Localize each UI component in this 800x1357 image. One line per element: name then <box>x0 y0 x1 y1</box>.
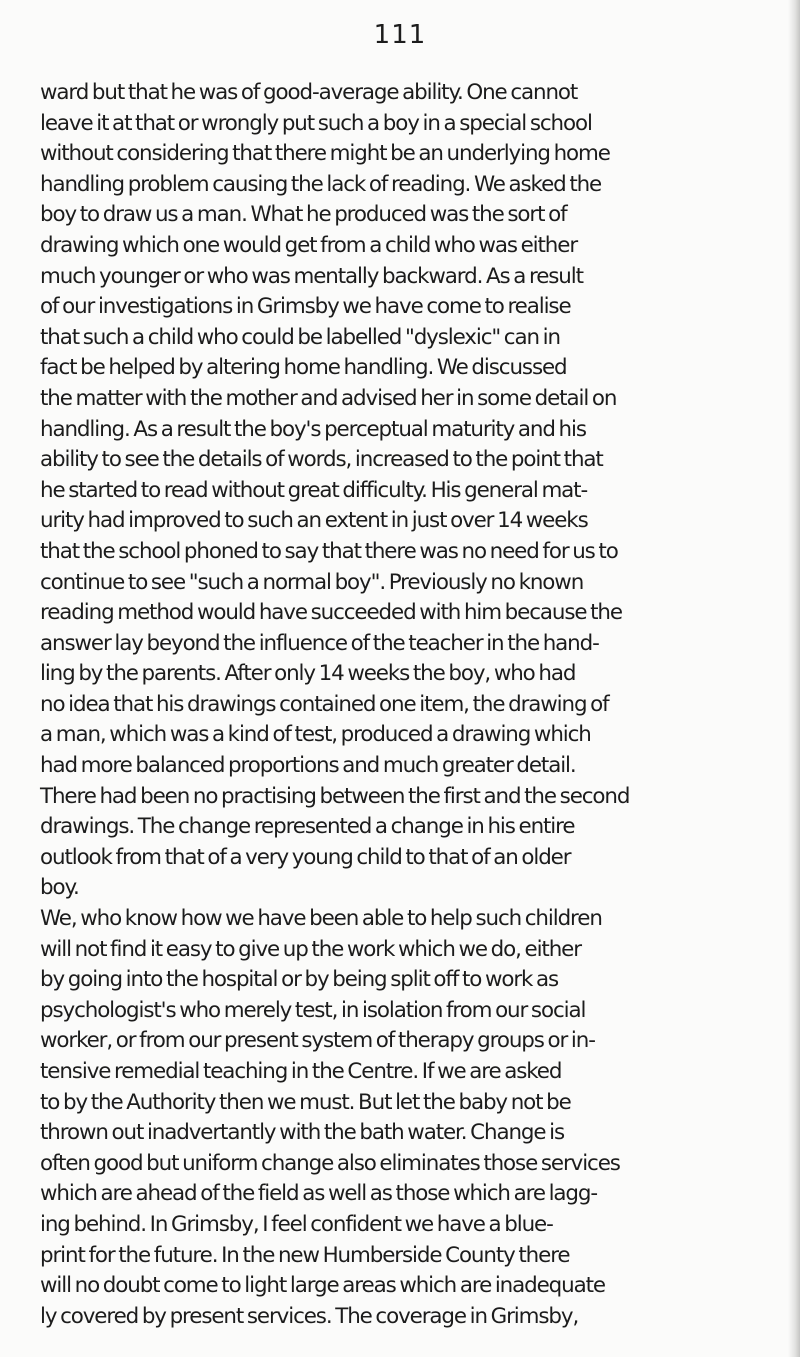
text-line: continue to see "such a normal boy". Previously no known <box>40 569 584 595</box>
text-line: by going into the hospital or by being split off to work as <box>40 967 559 993</box>
text-line: fact be helped by altering home handling. We discussed <box>40 355 567 381</box>
text-line: thrown out inadvertantly with the bath water. Change is <box>40 1120 565 1146</box>
text-line: boy. <box>40 875 79 901</box>
text-line: answer lay beyond the influence of the teacher in the hand- <box>40 630 599 656</box>
text-line: drawings. The change represented a change in his entire <box>40 814 575 840</box>
text-line: the matter with the mother and advised her in some detail on <box>40 385 617 411</box>
text-line: which are ahead of the field as well as those which are lagg- <box>40 1181 598 1207</box>
text-line: ward but that he was of good-average ability. One cannot <box>40 80 578 105</box>
text-line: without considering that there might be an underlying home <box>40 141 610 167</box>
text-line: reading method would have succeeded with him because the <box>40 600 622 626</box>
text-line: to by the Authority then we must. But let the baby not be <box>40 1089 571 1115</box>
text-line: print for the future. In the new Humberside County there <box>40 1242 570 1268</box>
paragraph-1 <box>40 78 800 904</box>
text-line: ly covered by present services. The coverage in Grimsby, <box>40 1303 579 1329</box>
text-line: will no doubt come to light large areas which are inadequate <box>40 1273 605 1299</box>
text-line: urity had improved to such an extent in just over 14 weeks <box>40 508 588 534</box>
text-line: ability to see the details of words, increased to the point that <box>40 447 603 473</box>
text-line: often good but uniform change also eliminates those services <box>40 1150 620 1176</box>
text-line: no idea that his drawings contained one item, the drawing of <box>40 691 609 717</box>
text-line: boy to draw us a man. What he produced was the sort of <box>40 202 567 228</box>
text-line: he started to read without great difficulty. His general mat- <box>40 477 588 503</box>
text-line: ing behind. In Grimsby, I feel confident we have a blue- <box>40 1211 553 1237</box>
text-line: a man, which was a kind of test, produced a drawing which <box>40 722 591 748</box>
text-line: outlook from that of a very young child to that of an older <box>40 844 571 870</box>
body-text <box>40 78 800 1332</box>
text-line: worker, or from our present system of therapy groups or in- <box>40 1028 595 1054</box>
text-line: that the school phoned to say that there was no need for us to <box>40 538 618 564</box>
text-line: had more balanced proportions and much greater detail. <box>40 753 576 779</box>
text-line: psychologist's who merely test, in isolation from our social <box>40 997 586 1023</box>
text-line: of our investigations in Grimsby we have come to realise <box>40 294 571 320</box>
paragraph-2 <box>40 904 800 1332</box>
page-number: 111 <box>373 20 427 50</box>
text-line: tensive remedial teaching in the Centre. If we are asked <box>40 1059 562 1084</box>
text-line: much younger or who was mentally backward. As a result <box>40 263 583 289</box>
text-line: leave it at that or wrongly put such a boy in a special school <box>40 110 592 136</box>
text-line: drawing which one would get from a child who was either <box>40 232 578 258</box>
text-line: There had been no practising between the first and the second <box>40 783 630 809</box>
text-line: We, who know how we have been able to help such children <box>40 906 602 932</box>
text-line: will not find it easy to give up the work which we do, either <box>40 936 581 962</box>
text-line: handling problem causing the lack of reading. We asked the <box>40 171 602 197</box>
text-line: that such a child who could be labelled "dyslexic" can in <box>40 324 560 350</box>
text-line: handling. As a result the boy's perceptual maturity and his <box>40 416 586 442</box>
text-line: ling by the parents. After only 14 weeks the boy, who had <box>40 661 576 687</box>
